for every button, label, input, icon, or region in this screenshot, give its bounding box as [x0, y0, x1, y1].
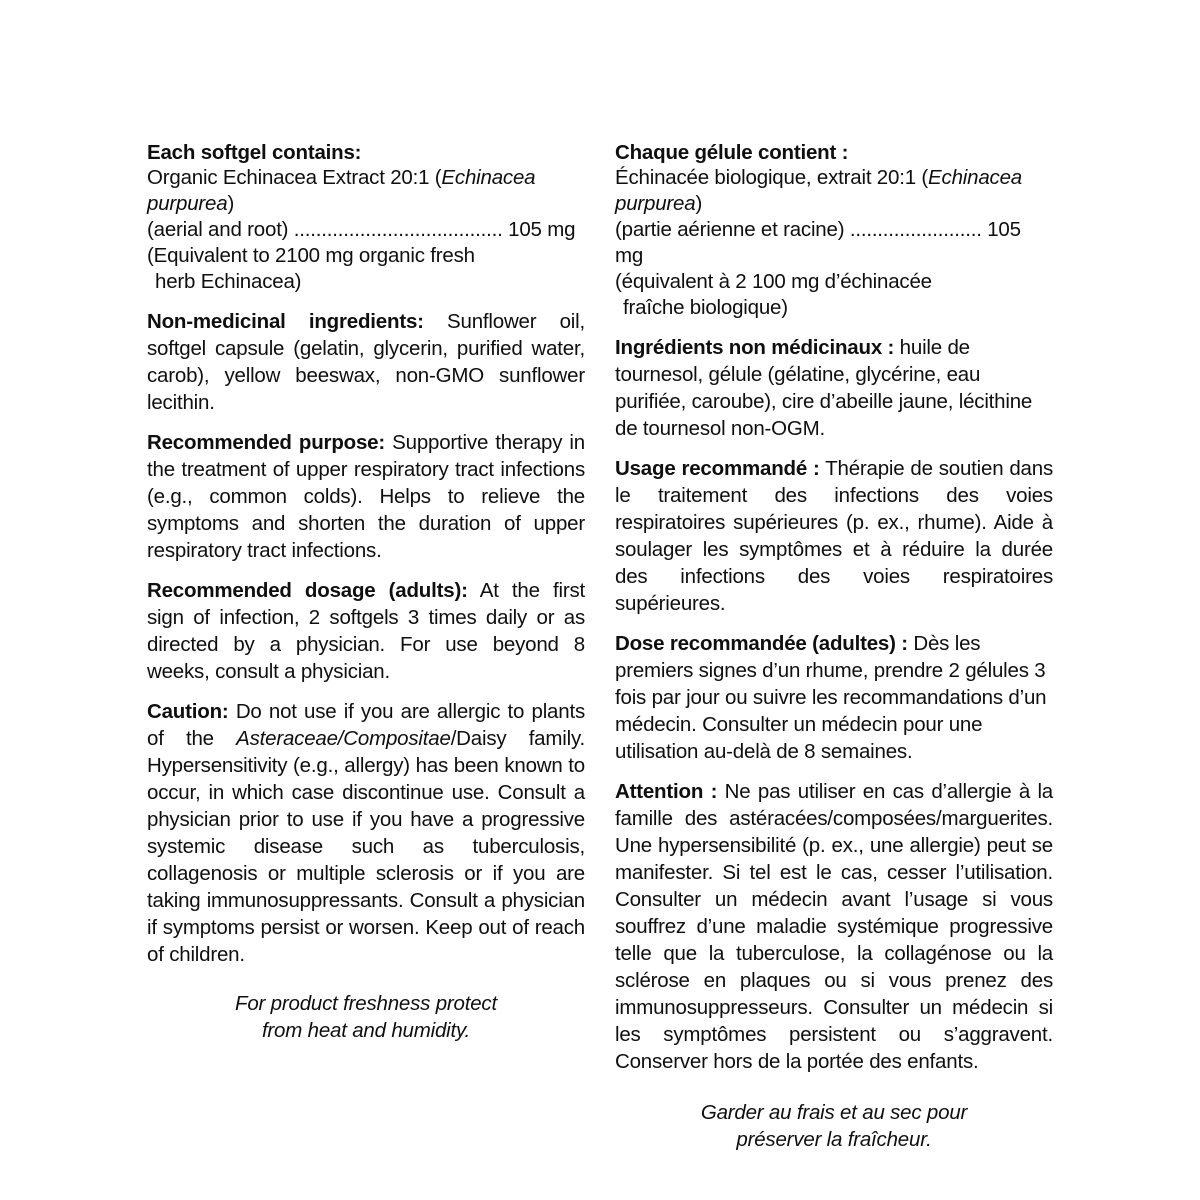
english-dosage-block: [147, 577, 585, 685]
supplement-label-sheet: [147, 140, 1053, 1153]
french-dosage-block: [615, 630, 1053, 765]
english-contains-line2: (aerial and root) ...................................... 105 mg: [147, 218, 576, 241]
english-caution-heading: Caution:: [147, 700, 229, 723]
english-nonmedicinal-paragraph: [147, 308, 585, 416]
french-dosage-body: Dès les premiers signes d’un rhume, prendre 2 gélules 3 fois par jour ou suivre les recommandations d’un médecin. Consulter un médecin pour une utilisation au-delà de 8 semaines.: [615, 632, 1047, 763]
french-dosage-heading: Dose recommandée (adultes) :: [615, 632, 908, 655]
english-purpose-block: [147, 429, 585, 564]
french-purpose-heading: Usage recommandé :: [615, 457, 820, 480]
english-purpose-paragraph: [147, 429, 585, 564]
english-freshness-line2: from heat and humidity.: [261, 1019, 471, 1042]
french-caution-paragraph: [615, 778, 1053, 1075]
english-contains-block: [147, 140, 585, 295]
french-column: [615, 140, 1053, 1153]
french-contains-line1-end: ): [695, 192, 703, 215]
english-caution-block: [147, 698, 585, 968]
english-contains-heading: Each softgel contains:: [147, 141, 362, 164]
english-freshness-note: [147, 990, 585, 1044]
english-dosage-body: At the first sign of infection, 2 softgels 3 times daily or as directed by a physician. For use beyond 8 weeks, consult a physician.: [147, 579, 585, 683]
english-contains-line1-italic: Echinacea purpurea: [147, 166, 536, 215]
french-caution-heading: Attention :: [615, 780, 718, 803]
english-freshness-line1: For product freshness protect: [235, 992, 497, 1015]
french-contains-body: [615, 165, 1053, 321]
french-caution-block: [615, 778, 1053, 1075]
french-nonmedicinal-paragraph: [615, 334, 1053, 442]
french-freshness-line1: Garder au frais et au sec pour: [700, 1101, 968, 1124]
english-purpose-body: Supportive therapy in the treatment of upper respiratory tract infections (e.g., common colds). Helps to relieve the symptoms and shorten the duration of upper respiratory tract infections.: [147, 431, 585, 562]
english-contains-line3: (Equivalent to 2100 mg organic fresh: [147, 244, 475, 267]
french-purpose-block: [615, 455, 1053, 617]
english-dosage-heading: Recommended dosage (adults):: [147, 579, 468, 602]
french-nonmedicinal-body: huile de tournesol, gélule (gélatine, glycérine, eau purifiée, caroube), cire d’abeille jaune, lécithine de tournesol non-OGM.: [615, 336, 1033, 440]
english-contains-body: [147, 165, 585, 295]
french-contains-line4: fraîche biologique): [623, 296, 788, 319]
english-nonmedicinal-body: Sunflower oil, softgel capsule (gelatin, glycerin, purified water, carob), yellow beeswax, non-GMO sunflower lecithin.: [147, 310, 585, 414]
french-contains-heading: Chaque gélule contient :: [615, 141, 849, 164]
english-column: [147, 140, 585, 1044]
french-dosage-paragraph: [615, 630, 1053, 765]
english-nonmedicinal-block: [147, 308, 585, 416]
english-caution-body-rest: /Daisy family. Hypersensitivity (e.g., allergy) has been known to occur, in which case discontinue use. Consult a physician prior to use if you have a progressive systemic disease such as tuberculosis, collagenosis or multiple sclerosis or if you are taking immunosuppressants. Consult a physician if symptoms persist or worsen. Keep out of reach of children.: [147, 727, 585, 966]
english-contains-line1-end: ): [227, 192, 235, 215]
english-contains-line1: Organic Echinacea Extract 20:1 (: [147, 166, 442, 189]
french-purpose-body: Thérapie de soutien dans le traitement des infections des voies respiratoires supérieures (p. ex., rhume). Aide à soulager les symptômes et à réduire la durée des infections des voies respiratoires supérieures.: [615, 457, 1053, 615]
french-nonmedicinal-heading: Ingrédients non médicinaux :: [615, 336, 895, 359]
french-contains-block: [615, 140, 1053, 321]
french-contains-line2: (partie aérienne et racine) ........................ 105 mg: [615, 218, 1021, 267]
english-nonmedicinal-heading: Non-medicinal ingredients:: [147, 310, 424, 333]
french-freshness-note: [615, 1099, 1053, 1153]
french-contains-line1: Échinacée biologique, extrait 20:1 (: [615, 166, 929, 189]
french-caution-body: Ne pas utiliser en cas d’allergie à la famille des astéracées/composées/marguerites. Une hypersensibilité (p. ex., une allergie) peut se manifester. Si tel est le cas, cesser l’utilisation. Consulter un médecin avant l’usage si vous souffrez d’une maladie systémique progressive telle que la tuberculose, la collagénose ou la sclérose en plaques ou si vous prenez des immunosuppresseurs. Consulter un médecin si les symptômes persistent ou s’aggravent. Conserver hors de la portée des enfants.: [615, 780, 1054, 1073]
english-purpose-heading: Recommended purpose:: [147, 431, 385, 454]
french-nonmedicinal-block: [615, 334, 1053, 442]
french-freshness-line2: préserver la fraîcheur.: [736, 1128, 932, 1151]
english-caution-italic-term: Asteraceae/Compositae: [236, 727, 451, 750]
french-contains-line1-italic: Echinacea purpurea: [615, 166, 1022, 215]
french-purpose-paragraph: [615, 455, 1053, 617]
english-caution-body-first: Do not use if you are allergic to plants of the: [147, 700, 586, 750]
english-contains-line4: herb Echinacea): [155, 270, 302, 293]
french-contains-line3: (équivalent à 2 100 mg d’échinacée: [615, 270, 932, 293]
english-dosage-paragraph: [147, 577, 585, 685]
english-caution-paragraph: [147, 698, 585, 968]
